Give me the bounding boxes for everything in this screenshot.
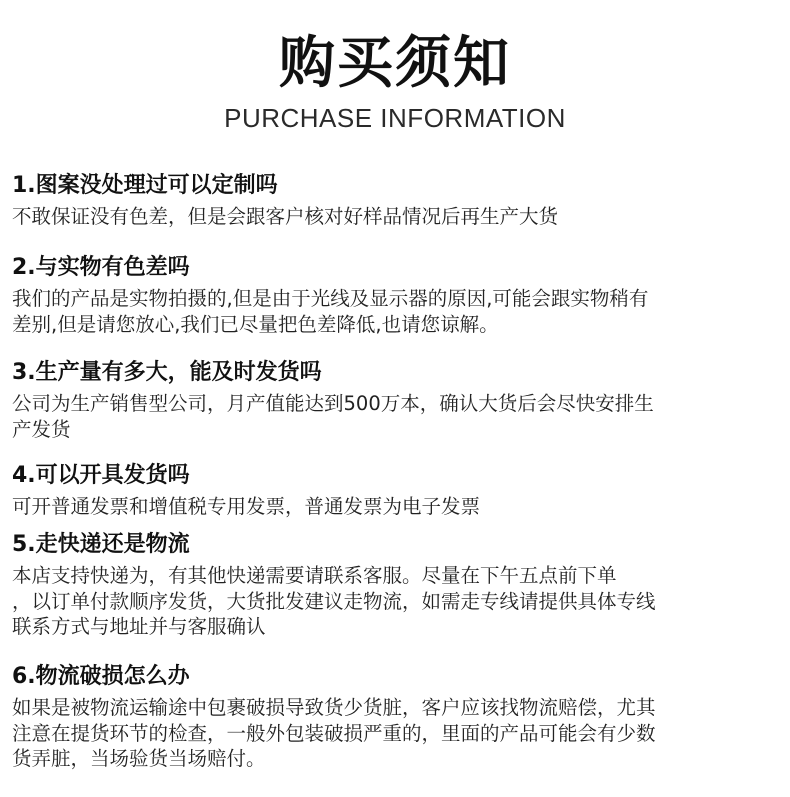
faq-answer-line: ，以订单付款顺序发货，大货批发建议走物流，如需走专线请提供具体专线 (12, 589, 656, 613)
faq-question: 6.物流破损怎么办 (12, 664, 190, 689)
faq-answer-line: 货弄脏，当场验货当场赔付。 (12, 747, 266, 770)
faq-answer-line: 如果是被物流运输途中包裹破损导致货少货脏，客户应该找物流赔偿，尤其 (12, 696, 656, 719)
page-subtitle: PURCHASE INFORMATION (224, 103, 566, 133)
faq-answer-line: 差别,但是请您放心,我们已尽量把色差降低,也请您谅解。 (12, 312, 499, 336)
faq-answer-line: 不敢保证没有色差，但是会跟客户核对好样品情况后再生产大货 (12, 205, 559, 228)
faq-answer-line: 产发货 (12, 417, 71, 441)
faq-item-production-capacity (12, 358, 780, 442)
faq-answer-line: 公司为生产销售型公司，月产值能达到500万本，确认大货后会尽快安排生 (12, 392, 654, 415)
faq-question: 4.可以开具发货吗 (12, 463, 190, 488)
faq-item-invoice (12, 461, 780, 520)
faq-answer-line: 可开普通发票和增值税专用发票，普通发票为电子发票 (12, 495, 481, 518)
faq-item-color-difference (12, 253, 780, 337)
page-title: 购买须知 (279, 31, 511, 96)
faq-item-custom-pattern (12, 171, 780, 230)
faq-answer (12, 391, 780, 442)
faq-answer (12, 286, 780, 337)
faq-answer (12, 563, 780, 640)
faq-answer-line: 我们的产品是实物拍摄的,但是由于光线及显示器的原因,可能会跟实物稍有 (12, 287, 649, 310)
faq-answer-line: 本店支持快递为，有其他快递需要请联系客服。尽量在下午五点前下单 (12, 564, 617, 587)
faq-item-shipping-method (12, 530, 780, 640)
faq-answer (12, 695, 780, 772)
faq-question: 2.与实物有色差吗 (12, 255, 190, 280)
faq-item-damaged-goods (12, 662, 780, 772)
faq-answer (12, 494, 780, 520)
faq-question: 1.图案没处理过可以定制吗 (12, 173, 278, 198)
faq-answer (12, 204, 780, 230)
faq-question: 5.走快递还是物流 (12, 532, 190, 557)
faq-question: 3.生产量有多大，能及时发货吗 (12, 360, 322, 385)
faq-answer-line: 联系方式与地址并与客服确认 (12, 615, 266, 638)
faq-answer-line: 注意在提货环节的检查，一般外包装破损严重的，里面的产品可能会有少数 (12, 721, 656, 745)
